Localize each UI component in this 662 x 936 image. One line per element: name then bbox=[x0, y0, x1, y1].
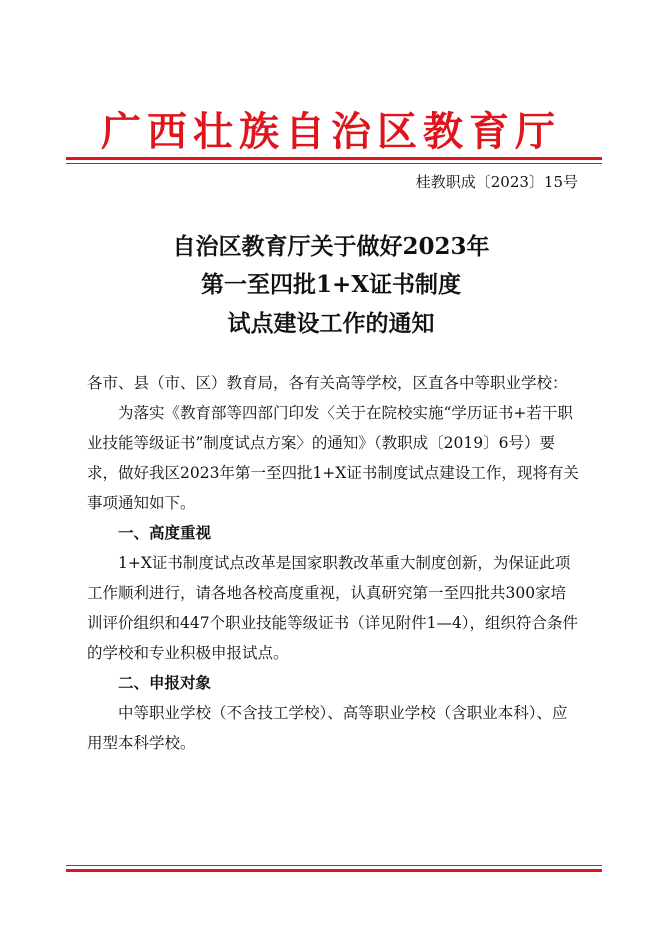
section-1-heading: 一、高度重视 bbox=[118, 524, 212, 542]
section-2-heading: 二、申报对象 bbox=[118, 674, 212, 692]
document-number: 桂教职成〔2023〕15号 bbox=[415, 173, 578, 191]
section-2-text: 中等职业学校（不含技工学校）、高等职业学校（含职业本科）、应用型本科学校。 bbox=[87, 704, 568, 752]
doc-title-line-1: 自治区教育厅关于做好2023年 bbox=[172, 233, 490, 260]
intro-paragraph: 为落实《教育部等四部门印发〈关于在院校实施“学历证书+若干职业技能等级证书”制度试点方案〉的通知》（教职成〔2019〕6号）要求，做好我区2023年第一至四批1+X证书制度试点建设工作，现将有关事项通知如下。 bbox=[87, 404, 579, 512]
header-rule-thick bbox=[66, 157, 602, 160]
section-1-text: 1+X证书制度试点改革是国家职教改革重大制度创新，为保证此项工作顺利进行，请各地各校高度重视，认真研究第一至四批共300家培训评价组织和447个职业技能等级证书（详见附件1—4），组织符合条件的学校和专业积极申报试点。 bbox=[87, 554, 579, 662]
footer-rule-thick bbox=[66, 869, 602, 872]
doc-title-line-2: 第一至四批1+X证书制度 bbox=[200, 271, 462, 298]
document-body bbox=[87, 368, 579, 758]
masthead-title: 广西壮族自治区教育厅 bbox=[101, 108, 561, 155]
footer-rule-thin bbox=[66, 865, 602, 866]
header-rule-thin bbox=[66, 163, 602, 164]
doc-title-line-3: 试点建设工作的通知 bbox=[227, 310, 435, 337]
salutation: 各市、县（市、区）教育局，各有关高等学校，区直各中等职业学校： bbox=[87, 374, 568, 392]
